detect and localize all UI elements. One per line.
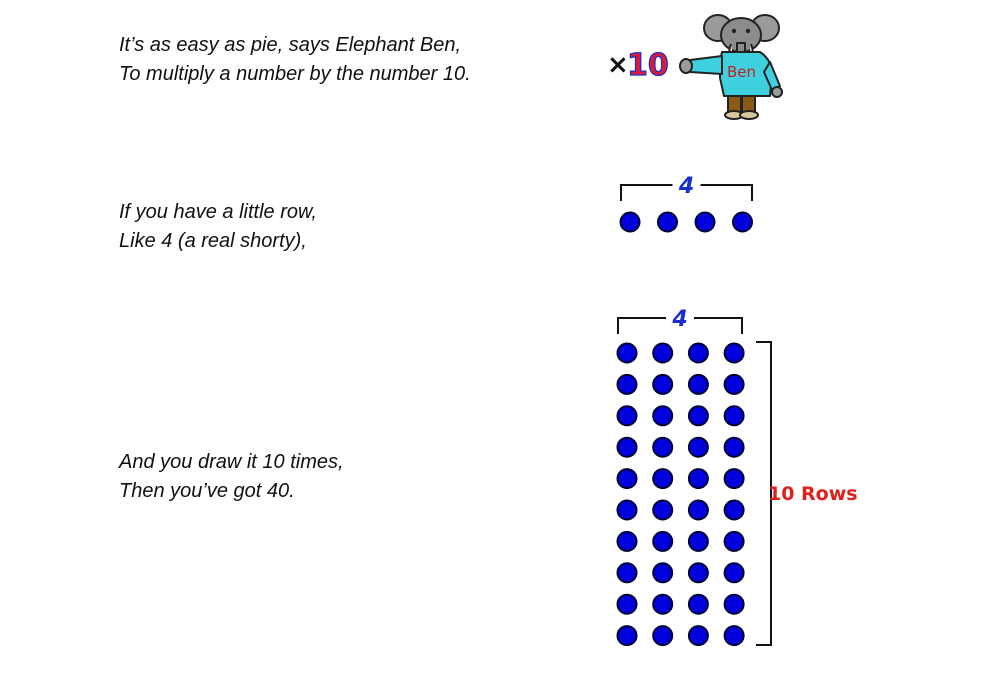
dot — [618, 595, 637, 614]
dot — [725, 626, 744, 645]
dot — [653, 438, 672, 457]
dot — [689, 406, 708, 425]
verse-3-line-1: And you draw it 10 times, — [119, 451, 344, 473]
single-row-bracket-label: 4 — [678, 174, 695, 199]
multiplier-value: 10 — [627, 48, 669, 83]
dot — [653, 626, 672, 645]
dot — [653, 406, 672, 425]
dot — [653, 501, 672, 520]
multiplier-sign: × — [607, 50, 629, 80]
dot — [618, 469, 637, 488]
dot — [618, 532, 637, 551]
dot — [653, 595, 672, 614]
dot — [725, 595, 744, 614]
dot — [618, 344, 637, 363]
dot — [725, 375, 744, 394]
dot — [618, 375, 637, 394]
array-bracket-label: 4 — [672, 307, 688, 332]
dot — [653, 563, 672, 582]
dot — [689, 344, 708, 363]
dot — [725, 501, 744, 520]
dot — [696, 213, 715, 232]
dot — [689, 501, 708, 520]
single-row — [621, 174, 753, 232]
dot — [689, 595, 708, 614]
rows-label: 10 Rows — [768, 483, 858, 505]
dot — [725, 532, 744, 551]
dot — [653, 375, 672, 394]
dot — [689, 375, 708, 394]
dot — [733, 213, 752, 232]
dot — [618, 438, 637, 457]
shirt-name: Ben — [727, 63, 757, 81]
dot — [618, 406, 637, 425]
dot — [653, 532, 672, 551]
dot — [725, 438, 744, 457]
dot — [725, 563, 744, 582]
dot — [725, 406, 744, 425]
dot — [725, 344, 744, 363]
verse-3-line-2: Then you’ve got 40. — [119, 480, 295, 502]
dot — [689, 626, 708, 645]
dot — [689, 563, 708, 582]
dot — [618, 626, 637, 645]
dot — [689, 469, 708, 488]
dot — [689, 438, 708, 457]
verse-2-line-1: If you have a little row, — [119, 201, 317, 223]
verse-2-line-2: Like 4 (a real shorty), — [119, 230, 307, 252]
dot — [618, 563, 637, 582]
dot — [658, 213, 677, 232]
dot — [653, 469, 672, 488]
dot — [725, 469, 744, 488]
verse-1-line-2: To multiply a number by the number 10. — [119, 63, 471, 85]
dot — [618, 501, 637, 520]
dot-array — [618, 307, 858, 645]
dot — [689, 532, 708, 551]
dot — [621, 213, 640, 232]
dot — [653, 344, 672, 363]
verse-1-line-1: It’s as easy as pie, says Elephant Ben, — [119, 34, 462, 56]
